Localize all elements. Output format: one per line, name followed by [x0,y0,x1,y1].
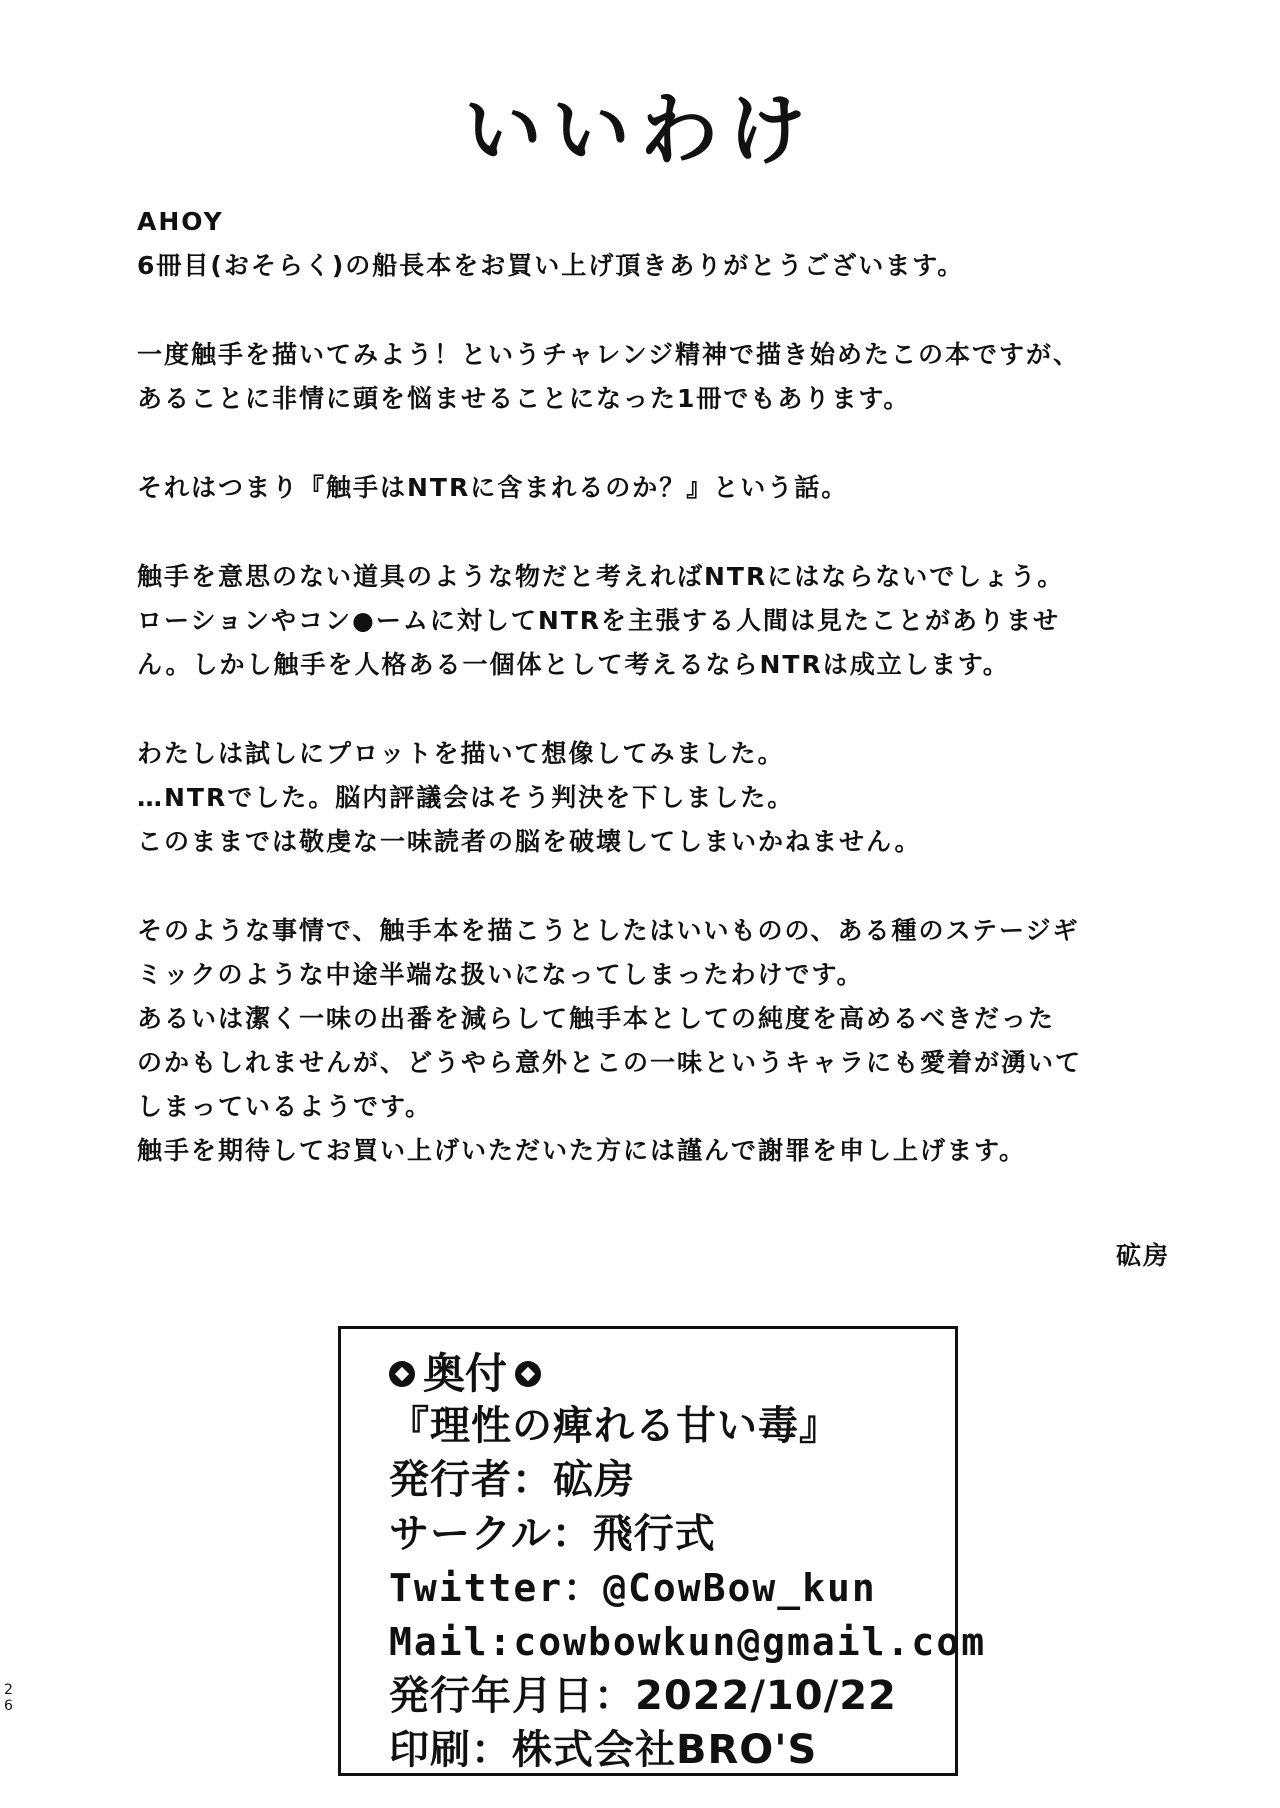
text-line: AHOY [137,207,224,236]
text-line: あることに非情に頭を悩ませることになった1冊でもあります。 [137,384,911,413]
page-number: 26 [4,1682,13,1714]
paragraph [137,200,1167,288]
paragraph [137,732,1167,864]
text-line: そのような事情で、触手本を描こうとしたはいいものの、ある種のステージギ [137,916,1080,945]
text-line: のかもしれませんが、どうやら意外とこの一味というキャラにも愛着が湧いて [137,1048,1083,1077]
author-signature: 砿房 [1115,1241,1170,1270]
text-line: わたしは試しにプロットを描いて想像してみました。 [137,739,785,768]
ornament-icon [389,1361,415,1387]
mail-line: Mail:cowbowkun@gmail.com [389,1620,987,1664]
text-line: …NTRでした。脳内評議会はそう判決を下しました。 [137,783,795,812]
book-title: 『理性の痺れる甘い毒』 [389,1403,840,1449]
text-line: あるいは潔く一味の出番を減らして触手本としての純度を高めるべきだった [137,1004,1056,1033]
paragraph [137,555,1167,687]
text-line: ミックのような中途半端な扱いになってしまったわけです。 [137,960,864,989]
printer-line: 印刷：株式会社BRO'S [389,1727,818,1773]
twitter-line: Twitter：@CowBow_kun [389,1566,877,1610]
publish-date-line: 発行年月日：2022/10/22 [389,1673,897,1719]
text-line: ローションやコン●ームに対してNTRを主張する人間は見たことがありませ [137,606,1061,635]
text-line: 触手を意思のない道具のような物だと考えればNTRにはならないでしょう。 [137,562,1065,591]
colophon-box [338,1326,987,1776]
paragraph [137,333,1167,421]
text-line: しまっているようです。 [137,1092,433,1121]
text-line: 触手を期待してお買い上げいただいた方には謹んで謝罪を申し上げます。 [137,1136,1027,1165]
text-line: このままでは敬虔な一味読者の脳を破壊してしまいかねません。 [137,827,922,856]
text-line: 6冊目(おそらく)の船長本をお買い上げ頂きありがとうございます。 [137,251,965,280]
text-line: ん。しかし触手を人格ある一個体として考えるならNTRは成立します。 [137,650,1010,679]
text-line: それはつまり『触手はNTRに含まれるのか？』という話。 [137,473,849,502]
colophon-heading [389,1349,955,1399]
ornament-icon [515,1361,541,1387]
text-line: 一度触手を描いてみよう！というチャレンジ精神で描き始めたこの本ですが、 [137,340,1081,369]
colophon-heading-label: 奥付 [423,1349,508,1398]
page-title: いいわけ [463,86,816,176]
paragraph [137,466,1167,510]
afterword-body [137,200,1167,1218]
circle-line: サークル：飛行式 [389,1511,716,1557]
paragraph [137,909,1167,1173]
publisher-line: 発行者：砿房 [389,1457,635,1503]
